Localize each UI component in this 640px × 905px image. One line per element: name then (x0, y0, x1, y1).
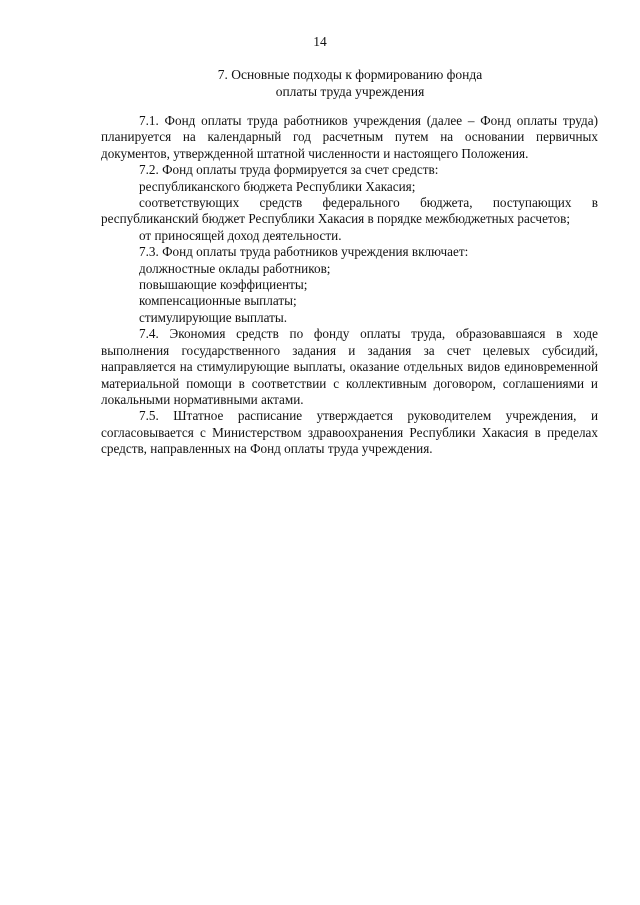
paragraph-7-5: 7.5. Штатное расписание утверждается руководителем учреждения, и согласовывается с Министерством здравоохранения Республики Хакасия в пределах средств, направленных на Фонд оплаты труда учреждения. (101, 408, 598, 457)
list-item-federal-budget-line-1: соответствующих средств федерального бюджета, поступающих в (139, 195, 598, 211)
list-item-coefficients: повышающие коэффициенты; (139, 277, 308, 293)
list-item-republic-budget: республиканского бюджета Республики Хакасия; (139, 178, 416, 194)
list-item-salaries: должностные оклады работников; (139, 260, 331, 276)
paragraph-7-1: 7.1. Фонд оплаты труда работников учреждения (далее – Фонд оплаты труда) планируется на календарный год расчетным путем на основании первичных документов, утвержденной штатной численности и настоящего Положения. (101, 113, 598, 161)
paragraph-7-4: 7.4. Экономия средств по фонду оплаты труда, образовавшаяся в ходе выполнения государственного задания и задания за счет целевых субсидий, направляется на стимулирующие выплаты, оказание отдельных видов единовременной материальной помощи в соответствии с коллективным договором, соглашениями и локальными нормативными актами. (101, 326, 598, 407)
document-body (101, 113, 598, 458)
paragraph-7-3: 7.3. Фонд оплаты труда работников учреждения включает: (139, 244, 469, 260)
list-item-federal-budget-line-2: республиканский бюджет Республики Хакасия в порядке межбюджетных расчетов; (101, 211, 570, 227)
page-number: 14 (313, 34, 327, 49)
paragraph-7-2: 7.2. Фонд оплаты труда формируется за счет средств: (139, 162, 439, 178)
section-heading (100, 66, 600, 100)
section-heading-line-1: 7. Основные подходы к формированию фонда (217, 67, 483, 82)
list-item-incentives: стимулирующие выплаты. (139, 309, 288, 325)
section-heading-line-2: оплаты труда учреждения (275, 84, 425, 99)
list-item-compensation: компенсационные выплаты; (139, 293, 297, 309)
list-item-income-activity: от приносящей доход деятельности. (139, 227, 342, 243)
